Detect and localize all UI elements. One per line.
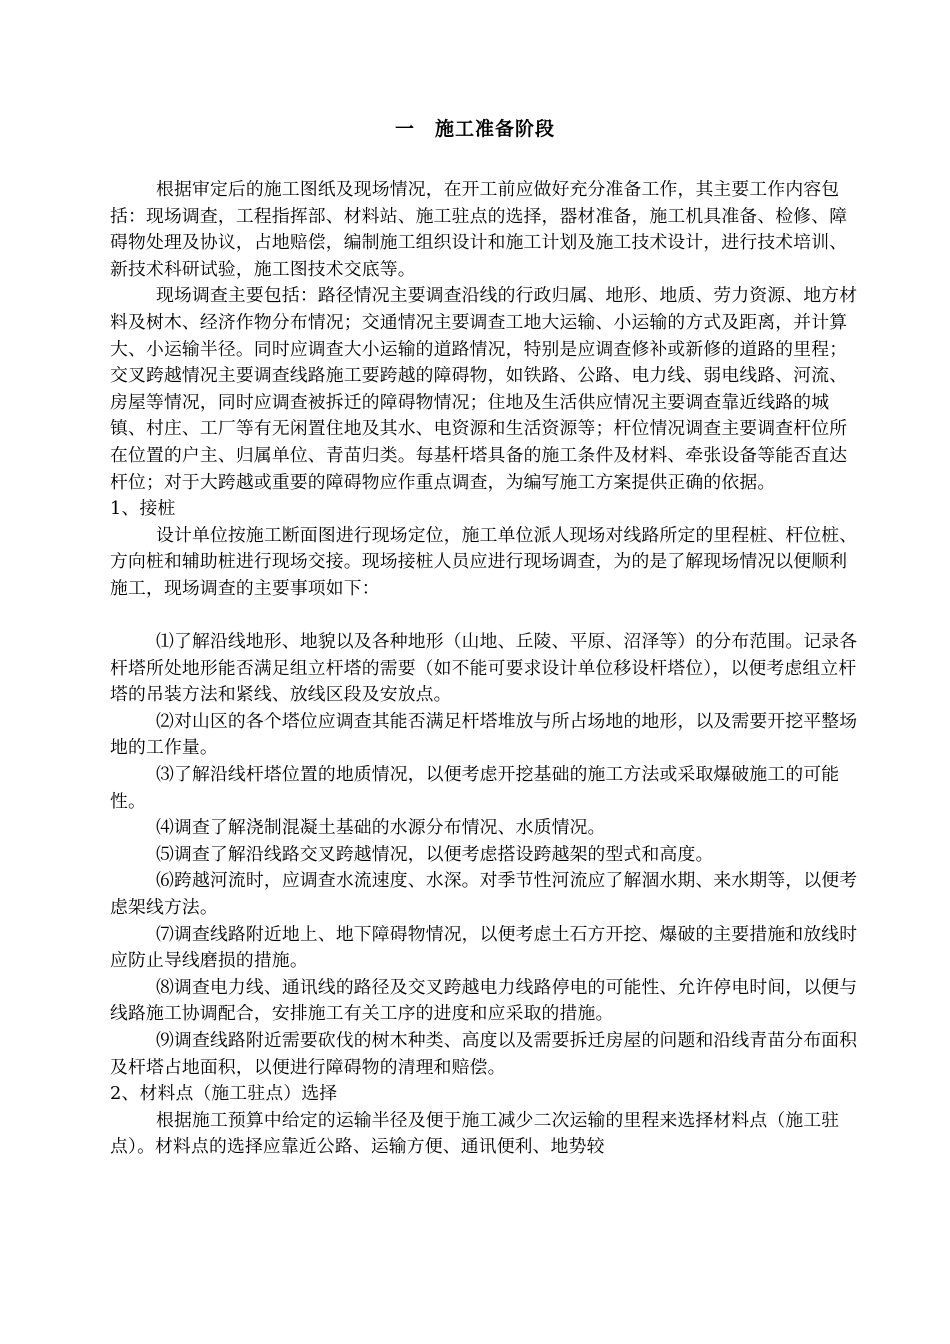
section-heading-1: 1、接桩 [110, 498, 176, 520]
list-item-5: ⑸调查了解沿线路交叉跨越情况，以便考虑搭设跨越架的型式和高度。 [156, 843, 714, 865]
list-item-6: ⑹跨越河流时，应调查水流速度、水深。对季节性河流应了解涸水期、来水期等，以便考虑架线方法。 [110, 870, 858, 919]
intro-paragraph: 根据审定后的施工图纸及现场情况，在开工前应做好充分准备工作，其主要工作内容包括：现场调查，工程指挥部、材料站、施工驻点的选择，器材准备，施工机具准备、检修、障碍物处理及协议，占地赔偿，编制施工组织设计和施工计划及施工技术设计，进行技术培训、新技术科研试验，施工图技术交底等。 [110, 179, 848, 280]
blank-line [110, 603, 862, 630]
list-item-2: ⑵对山区的各个塔位应调查其能否满足杆塔堆放与所占场地的地形，以及需要开挖平整场地的工作量。 [110, 710, 858, 759]
survey-paragraph: 现场调查主要包括：路径情况主要调查沿线的行政归属、地形、地质、劳力资源、地方材料及树木、经济作物分布情况；交通情况主要调查工地大运输、小运输的方式及距离，并计算大、小运输半径。同时应调查大小运输的道路情况，特别是应调查修补或新修的道路的里程；交叉跨越情况主要调查线路施工要跨越的障碍物，如铁路、公路、电力线、弱电线路、河流、房屋等情况，同时应调查被拆迁的障碍物情况；住地及生活供应情况主要调查靠近线路的城镇、村庄、工厂等有无闲置住地及其水、电资源和生活资源等；杆位情况调查主要调查杆位所在位置的户主、归属单位、青苗归类。每基杆塔具备的施工条件及材料、牵张设备等能否直达杆位；对于大跨越或重要的障碍物应作重点调查，为编写施工方案提供正确的依据。 [110, 285, 858, 493]
section-1-paragraph: 设计单位按施工断面图进行现场定位，施工单位派人现场对线路所定的里程桩、杆位桩、方向桩和辅助桩进行现场交接。现场接桩人员应进行现场调查，为的是了解现场情况以便顺利施工，现场调查的主要事项如下： [110, 524, 858, 599]
section-heading-2: 2、材料点（施工驻点）选择 [110, 1083, 338, 1105]
list-item-4: ⑷调查了解浇制混凝土基础的水源分布情况、水质情况。 [156, 817, 606, 839]
page-title: 一 施工准备阶段 [394, 118, 555, 140]
list-item-3: ⑶了解沿线杆塔位置的地质情况，以便考虑开挖基础的施工方法或采取爆破施工的可能性。 [110, 764, 840, 812]
section-2-paragraph: 根据施工预算中给定的运输半径及便于施工减少二次运输的里程来选择材料点（施工驻点）。材料点的选择应靠近公路、运输方便、通讯便利、地势较 [110, 1109, 840, 1158]
list-item-8: ⑻调查电力线、通讯线的路径及交叉跨越电力线路停电的可能性、允许停电时间，以便与线路施工协调配合，安排施工有关工序的进度和应采取的措施。 [110, 976, 858, 1025]
list-item-9: ⑼调查线路附近需要砍伐的树木种类、高度以及需要拆迁房屋的问题和沿线青苗分布面积及杆塔占地面积，以便进行障碍物的清理和赔偿。 [110, 1030, 858, 1078]
list-item-1: ⑴了解沿线地形、地貌以及各种地形（山地、丘陵、平原、沼泽等）的分布范围。记录各杆塔所处地形能否满足组立杆塔的需要（如不能可要求设计单位移设杆塔位），以便考虑组立杆塔的吊装方法和紧线、放线区段及安放点。 [110, 631, 858, 706]
document-body [110, 177, 862, 1161]
list-item-7: ⑺调查线路附近地上、地下障碍物情况，以便考虑土石方开挖、爆破的主要措施和放线时应防止导线磨损的措施。 [110, 923, 858, 972]
